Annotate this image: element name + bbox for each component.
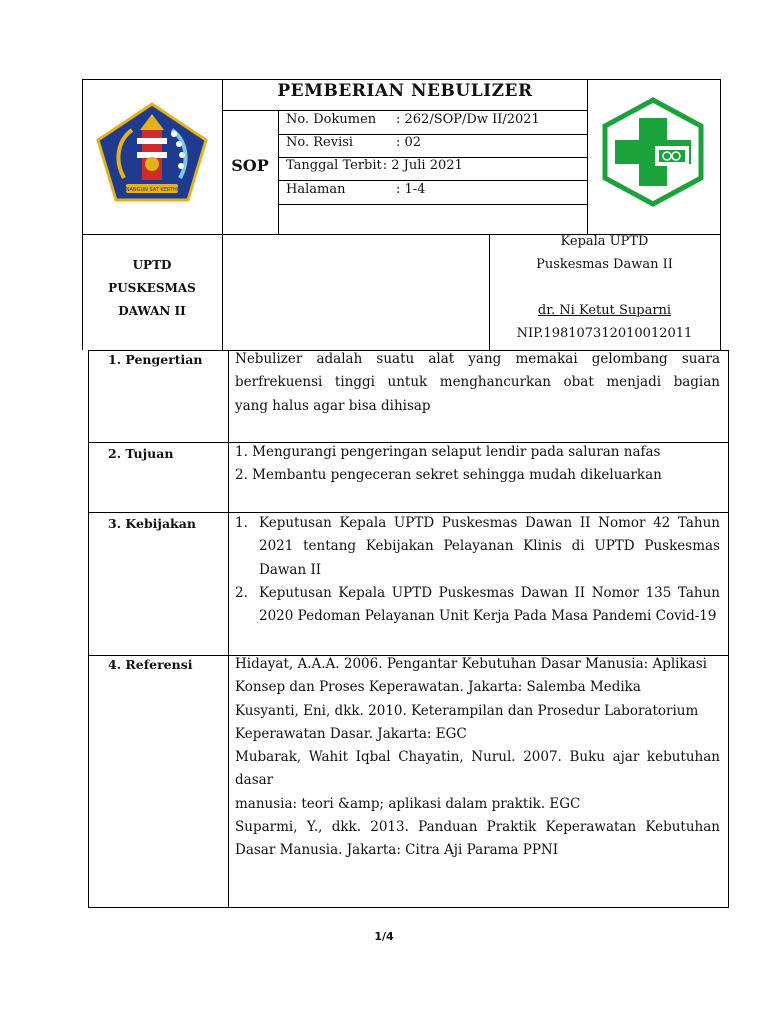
reference-line: Mubarak, Wahit Iqbal Chayatin, Nurul. 2007. Buku ajar kebutuhan dasar (235, 749, 720, 789)
crest-motto: NANGUN SAT KERTHI (125, 187, 179, 193)
reference-line: Keperawatan Dasar. Jakarta: EGC (235, 725, 467, 742)
signatory-title: Kepala UPTD (560, 234, 649, 249)
meta-row-revision (286, 135, 421, 150)
paragraph-line: berfrekuensi tinggi untuk menghancurkan obat menjadi bagian (235, 374, 720, 391)
section-content-referensi (235, 653, 720, 863)
signatory-block (489, 230, 720, 345)
meta-value: : 2 Juli 2021 (382, 158, 463, 173)
list-item: 2. Membantu pengeceran sekret sehingga mudah dikeluarkan (235, 467, 662, 484)
list-text: Keputusan Kepala UPTD Puskesmas Dawan II Nomor 135 Tahun 2020 Pedoman Pelayanan Unit Kerja Pada Masa Pandemi Covid-19 (259, 584, 720, 625)
section-label-pengertian: 1. Pengertian (108, 352, 203, 367)
paragraph-line: yang halus agar bisa dihisap (235, 397, 431, 414)
meta-row-page (286, 182, 425, 197)
meta-value: : 1-4 (396, 182, 426, 197)
section-content-tujuan (235, 441, 720, 488)
reference-line: Suparmi, Y., dkk. 2013. Panduan Praktik Keperawatan Kebutuhan Dasar Manusia. Jakarta: Citra Aji Parama PPNI (235, 819, 720, 859)
reference-line: Hidayat, A.A.A. 2006. Pengantar Kebutuhan Dasar Manusia: Aplikasi (235, 656, 707, 672)
regional-logo (92, 100, 212, 205)
organization-line: UPTD (132, 258, 172, 272)
meta-value: : 02 (396, 135, 422, 150)
list-item (235, 582, 720, 629)
regional-crest-icon (92, 100, 212, 205)
page-number: 1/4 (374, 930, 394, 943)
section-content-kebijakan (235, 512, 720, 628)
document-title: PEMBERIAN NEBULIZER (277, 81, 533, 101)
list-text: Keputusan Kepala UPTD Puskesmas Dawan II Nomor 42 Tahun 2021 tentang Kebijakan Pelayanan Klinis di UPTD Puskesmas Dawan II (259, 515, 720, 578)
puskesmas-cross-icon (597, 96, 709, 208)
organization-line: PUSKESMAS (108, 281, 196, 295)
meta-value: : 262/SOP/Dw II/2021 (396, 112, 540, 127)
section-label-referensi: 4. Referensi (108, 657, 193, 672)
meta-key: Halaman (286, 182, 346, 197)
organization-line: DAWAN II (118, 304, 186, 318)
organization-name (82, 254, 222, 323)
signatory-office: Puskesmas Dawan II (536, 257, 673, 272)
reference-line: manusia: teori &amp; aplikasi dalam praktik. EGC (235, 795, 581, 812)
meta-key: No. Revisi (286, 135, 354, 150)
meta-row-issue-date (286, 158, 463, 173)
list-number: 2. (235, 584, 248, 601)
meta-row-document-number (286, 112, 540, 127)
reference-line: Konsep dan Proses Keperawatan. Jakarta: Salemba Medika (235, 679, 641, 696)
signatory-name: dr. Ni Ketut Suparni (537, 303, 672, 318)
list-item: 1. Mengurangi pengeringan selaput lendir pada saluran nafas (235, 444, 661, 460)
section-label-kebijakan: 3. Kebijakan (108, 516, 196, 531)
list-item (235, 512, 720, 582)
signatory-nip: NIP.198107312010012011 (516, 326, 693, 341)
list-number: 1. (235, 515, 248, 531)
reference-line: Kusyanti, Eni, dkk. 2010. Keterampilan dan Prosedur Laboratorium (235, 702, 699, 719)
puskesmas-logo (597, 96, 709, 208)
sop-label: SOP (231, 156, 269, 175)
paragraph-line: Nebulizer adalah suatu alat yang memakai gelombang suara (235, 351, 720, 367)
section-content-pengertian (235, 348, 720, 418)
section-label-tujuan: 2. Tujuan (108, 446, 174, 461)
meta-key: Tanggal Terbit (286, 158, 382, 173)
meta-key: No. Dokumen (286, 112, 377, 127)
